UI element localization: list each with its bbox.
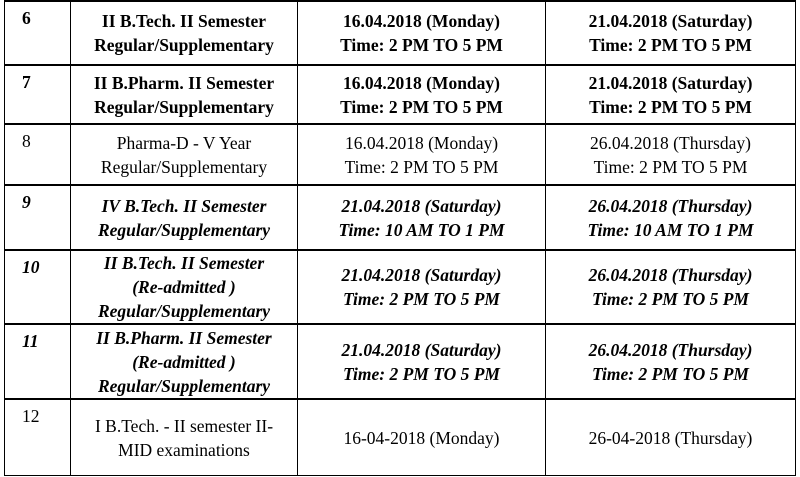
start-date-cell: 16.04.2018 (Monday) Time: 2 PM TO 5 PM (298, 1, 546, 65)
exam-schedule-table (4, 0, 796, 476)
serial-number: 11 (5, 324, 71, 399)
end-date-cell: 26-04-2018 (Thursday) (546, 399, 796, 475)
course-cell: II B.Pharm. II Semester Regular/Supplementary (71, 65, 298, 124)
table-row (5, 1, 796, 65)
table-row (5, 124, 796, 185)
table-row (5, 65, 796, 124)
serial-number: 9 (5, 185, 71, 250)
course-cell: II B.Pharm. II Semester (Re-admitted ) Regular/Supplementary (71, 324, 298, 399)
serial-number: 12 (5, 399, 71, 475)
serial-number: 7 (5, 65, 71, 124)
start-date-cell: 16.04.2018 (Monday) Time: 2 PM TO 5 PM (298, 65, 546, 124)
start-date-cell: 16-04-2018 (Monday) (298, 399, 546, 475)
table-row (5, 399, 796, 475)
table-row (5, 324, 796, 399)
table-row (5, 185, 796, 250)
course-cell: Pharma-D - V Year Regular/Supplementary (71, 124, 298, 185)
end-date-cell: 21.04.2018 (Saturday) Time: 2 PM TO 5 PM (546, 65, 796, 124)
course-cell: IV B.Tech. II Semester Regular/Supplementary (71, 185, 298, 250)
serial-number: 6 (5, 1, 71, 65)
course-cell: I B.Tech. - II semester II- MID examinations (71, 399, 298, 475)
start-date-cell: 21.04.2018 (Saturday) Time: 2 PM TO 5 PM (298, 324, 546, 399)
end-date-cell: 26.04.2018 (Thursday) Time: 2 PM TO 5 PM (546, 124, 796, 185)
serial-number: 10 (5, 250, 71, 324)
course-cell: II B.Tech. II Semester (Re-admitted ) Regular/Supplementary (71, 250, 298, 324)
end-date-cell: 21.04.2018 (Saturday) Time: 2 PM TO 5 PM (546, 1, 796, 65)
table-row (5, 250, 796, 324)
end-date-cell: 26.04.2018 (Thursday) Time: 10 AM TO 1 PM (546, 185, 796, 250)
start-date-cell: 16.04.2018 (Monday) Time: 2 PM TO 5 PM (298, 124, 546, 185)
course-cell: II B.Tech. II Semester Regular/Supplementary (71, 1, 298, 65)
start-date-cell: 21.04.2018 (Saturday) Time: 2 PM TO 5 PM (298, 250, 546, 324)
serial-number: 8 (5, 124, 71, 185)
end-date-cell: 26.04.2018 (Thursday) Time: 2 PM TO 5 PM (546, 324, 796, 399)
end-date-cell: 26.04.2018 (Thursday) Time: 2 PM TO 5 PM (546, 250, 796, 324)
start-date-cell: 21.04.2018 (Saturday) Time: 10 AM TO 1 PM (298, 185, 546, 250)
